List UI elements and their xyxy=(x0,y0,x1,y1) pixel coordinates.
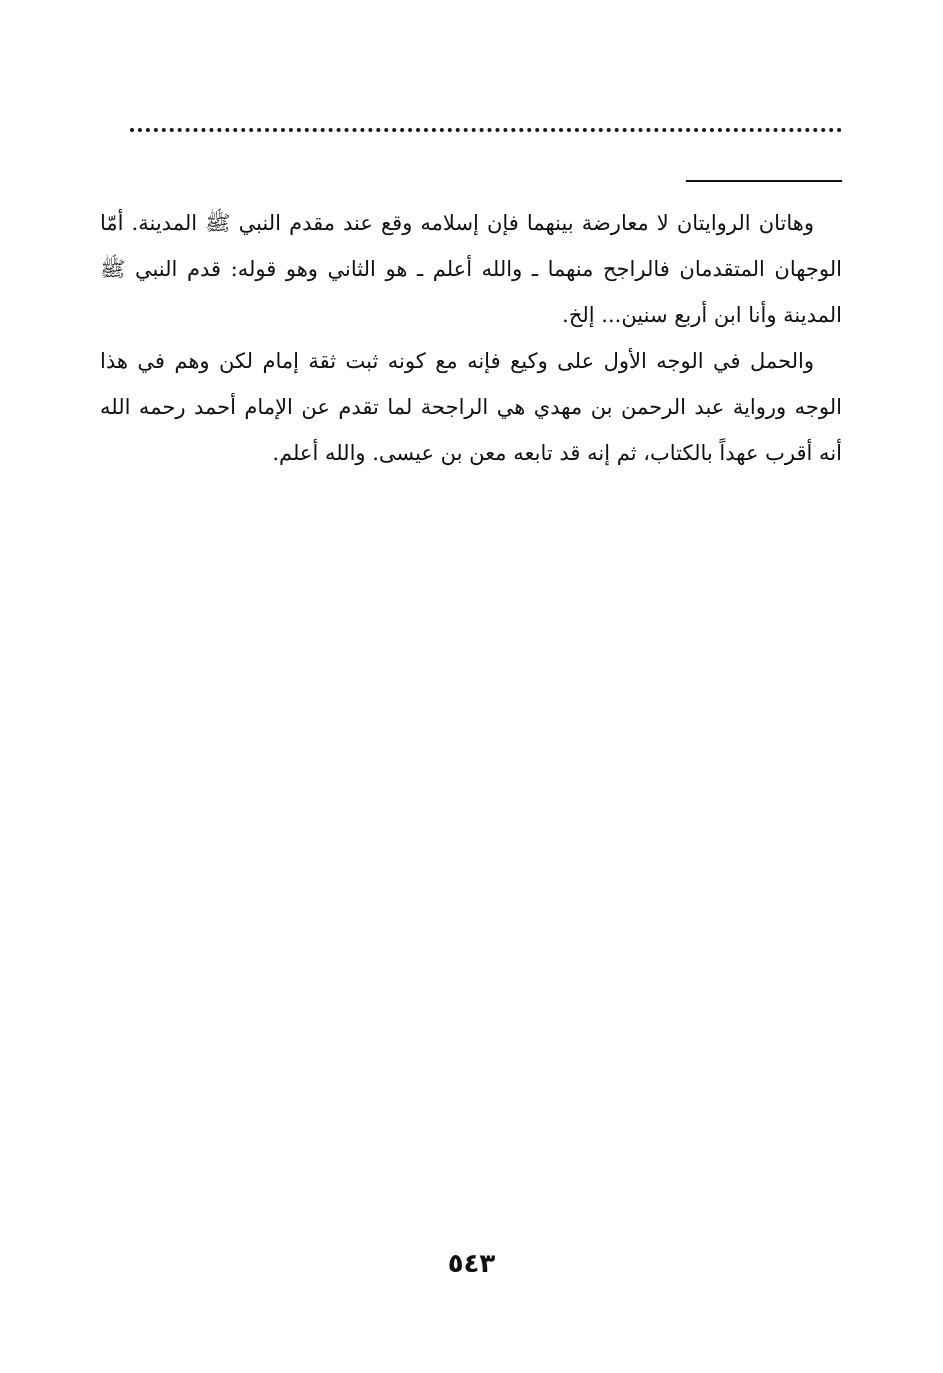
paragraph-1: وهاتان الروايتان لا معارضة بينهما فإن إسلامه وقع عند مقدم النبي ﷺ المدينة. أمّا الوجهان المتقدمان فالراجح منهما ـ والله أعلم ـ هو الثاني وهو قوله: قدم النبي ﷺ المدينة وأنا ابن أربع سنين... إلخ. xyxy=(100,211,842,327)
page-number: ٥٤٣ xyxy=(447,1249,496,1279)
paragraph-2: والحمل في الوجه الأول على وكيع فإنه مع كونه ثبت ثقة إمام لكن وهم في هذا الوجه ورواية عبد الرحمن بن مهدي هي الراجحة لما تقدم عن الإمام أحمد رحمه الله أنه أقرب عهداً بالكتاب، ثم إنه قد تابعه معن بن عيسى. والله أعلم. xyxy=(100,349,842,465)
footnote-separator-line xyxy=(686,180,842,182)
footnote-text xyxy=(100,200,842,476)
dotted-separator xyxy=(130,128,842,132)
